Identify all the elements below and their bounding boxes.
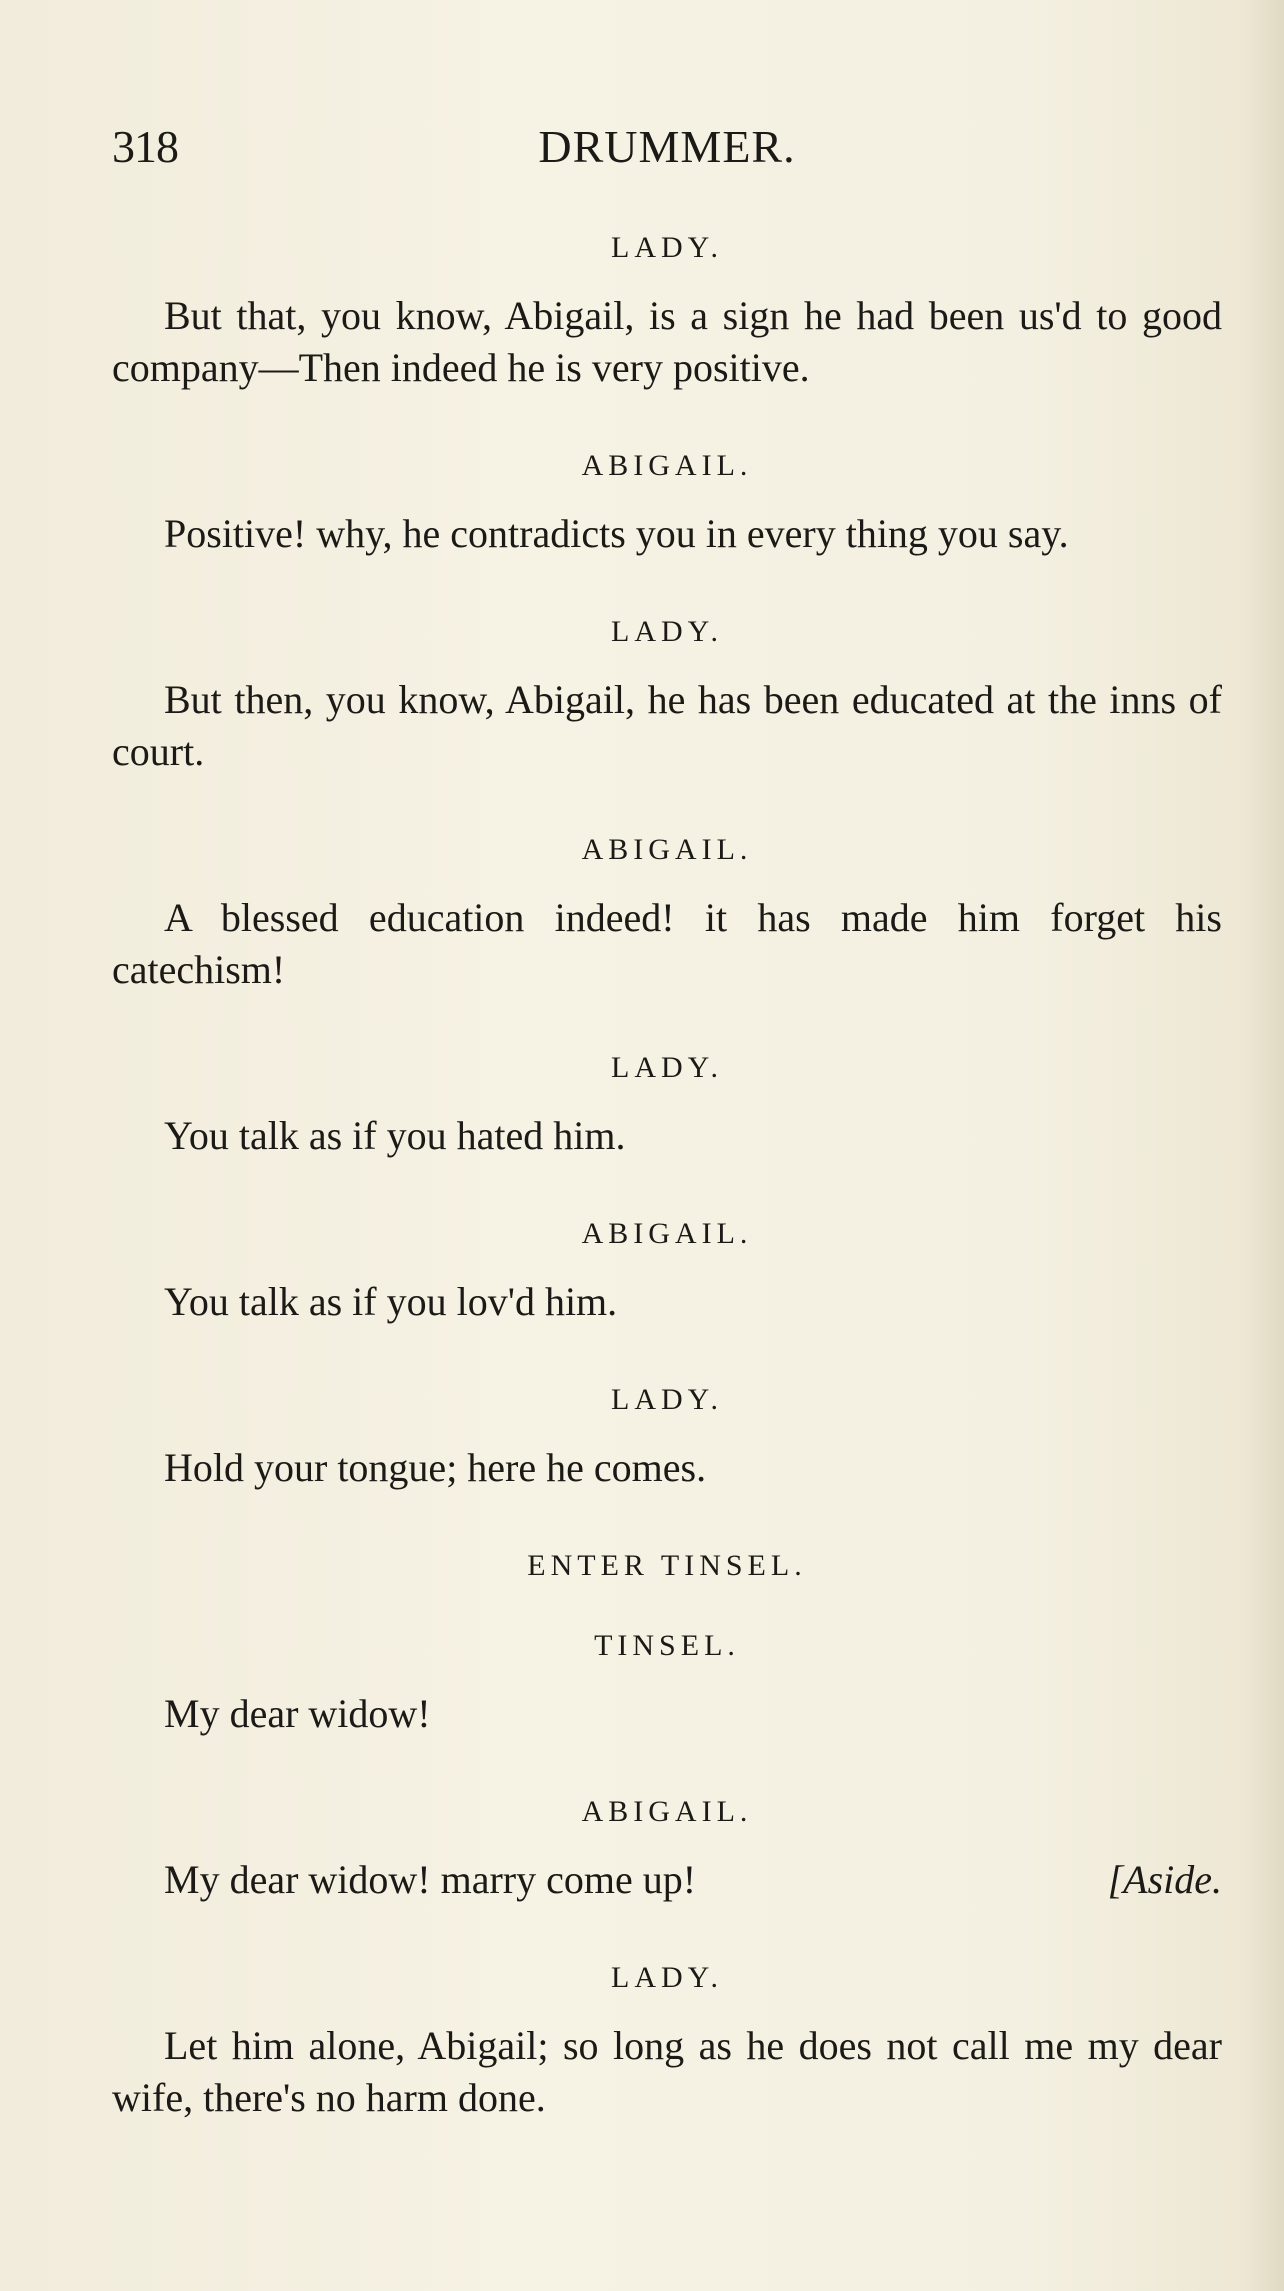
speaker-name: LADY. [611, 1961, 723, 1994]
speaker-name: LADY. [611, 231, 723, 264]
page-edge-shadow [1244, 0, 1284, 2291]
speaker-name: ABIGAIL. [581, 449, 753, 482]
page-header [112, 120, 1222, 180]
speaker-name: LADY. [611, 615, 723, 648]
speech-text: My dear widow! marry come up! [164, 1857, 697, 1902]
page-number: 318 [112, 121, 178, 172]
speech-text: Let him alone, Abigail; so long as he does not call me my dear wife, there's no harm done. [112, 2023, 1222, 2120]
speech-text: You talk as if you lov'd him. [164, 1279, 618, 1324]
speech-text: You talk as if you hated him. [164, 1113, 626, 1158]
speech-text: But then, you know, Abigail, he has been educated at the inns of court. [112, 677, 1222, 774]
speaker-name: TINSEL. [594, 1629, 740, 1662]
speech-text: But that, you know, Abigail, is a sign he had been us'd to good company—Then indeed he is very positive. [112, 293, 1222, 390]
running-title: DRUMMER. [538, 121, 796, 172]
speaker-name: ABIGAIL. [581, 1217, 753, 1250]
play-text [112, 228, 1222, 2176]
speaker-name: ABIGAIL. [581, 833, 753, 866]
speech-text: My dear widow! [164, 1691, 431, 1736]
speech-with-aside [112, 1854, 1222, 1906]
speaker-name: LADY. [611, 1383, 723, 1416]
aside-direction: [Aside. [1107, 1857, 1222, 1902]
speaker-name: LADY. [611, 1051, 723, 1084]
speech-text: Positive! why, he contradicts you in every thing you say. [164, 511, 1069, 556]
stage-direction: ENTER TINSEL. [527, 1549, 807, 1582]
speech-text: A blessed education indeed! it has made him forget his catechism! [112, 895, 1222, 992]
speaker-name: ABIGAIL. [581, 1795, 753, 1828]
speech-text: Hold your tongue; here he comes. [164, 1445, 707, 1490]
